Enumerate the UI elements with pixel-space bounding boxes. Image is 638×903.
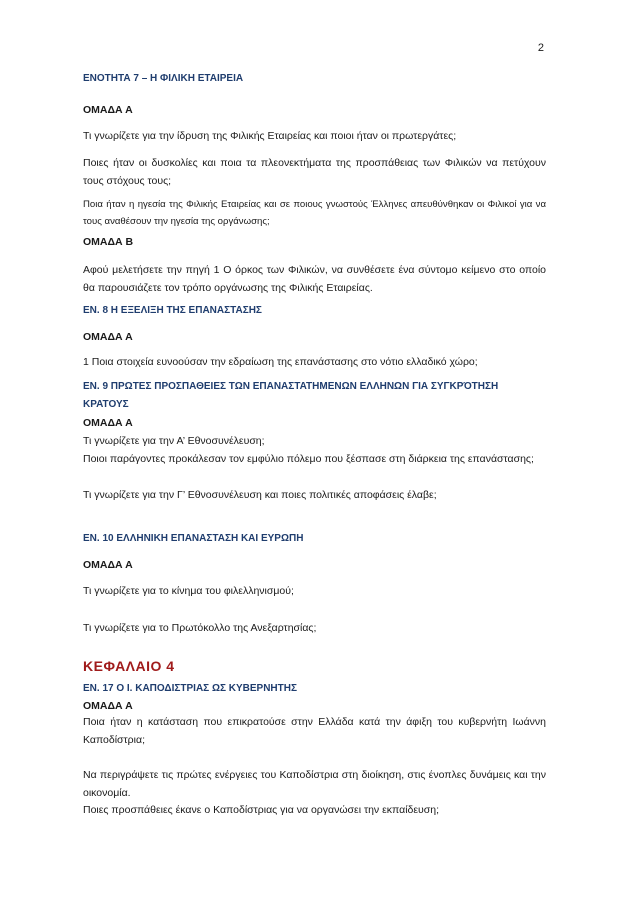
- question-text: Ποια ήταν η κατάσταση που επικρατούσε στην Ελλάδα κατά την άφιξη του κυβερνήτη Ιωάννη Καποδίστρια;: [83, 716, 546, 746]
- question-text: 1 Ποια στοιχεία ευνοούσαν την εδραίωση της επανάστασης στο νότιο ελλαδικό χώρο;: [83, 356, 478, 368]
- question-text: Τι γνωρίζετε για την ίδρυση της Φιλικής Εταιρείας και ποιοι ήταν οι πρωτεργάτες;: [83, 130, 457, 142]
- group-heading: ΟΜΑΔΑ Α: [83, 559, 133, 571]
- section-heading-en-10: ΕΝ. 10 ΕΛΛΗΝΙΚΗ ΕΠΑΝΑΣΤΑΣΗ ΚΑΙ ΕΥΡΩΠΗ: [83, 533, 304, 544]
- group-heading: ΟΜΑΔΑ Α: [83, 331, 133, 343]
- question-text: Ποιοι παράγοντες προκάλεσαν τον εμφύλιο πόλεμο που ξέσπασε στη διάρκεια της επανάστασης;: [83, 453, 534, 465]
- question-text: Ποιες ήταν οι δυσκολίες και ποια τα πλεονεκτήματα της προσπάθειας των Φιλικών να πετύχουν τους στόχους τους;: [83, 157, 546, 187]
- question-text: Ποιες προσπάθειες έκανε ο Καποδίστριας για να οργανώσει την εκπαίδευση;: [83, 804, 440, 816]
- question-text: Τι γνωρίζετε για το Πρωτόκολλο της Ανεξαρτησίας;: [83, 622, 317, 634]
- group-heading: ΟΜΑΔΑ Α: [83, 700, 133, 712]
- section-heading-en-17: ΕΝ. 17 Ο Ι. ΚΑΠΟΔΙΣΤΡΙΑΣ ΩΣ ΚΥΒΕΡΝΗΤΗΣ: [83, 683, 297, 694]
- section-heading-enotita-7: ΕΝΟΤΗΤΑ 7 – Η ΦΙΛΙΚΗ ΕΤΑΙΡΕΙΑ: [83, 73, 244, 84]
- question-text: Τι γνωρίζετε για την Γ’ Εθνοσυνέλευση και ποιες πολιτικές αποφάσεις έλαβε;: [83, 489, 437, 501]
- question-text: Να περιγράψετε τις πρώτες ενέργειες του Καποδίστρια στη διοίκηση, στις ένοπλες δυνάμεις και την οικονομία.: [83, 769, 546, 799]
- question-text: Τι γνωρίζετε για την Α’ Εθνοσυνέλευση;: [83, 435, 265, 447]
- group-heading: ΟΜΑΔΑ Β: [83, 236, 134, 248]
- page-number: 2: [537, 42, 544, 54]
- group-heading: ΟΜΑΔΑ Α: [83, 417, 133, 429]
- question-text: Τι γνωρίζετε για το κίνημα του φιλελληνισμού;: [83, 585, 294, 597]
- question-text: Αφού μελετήσετε την πηγή 1 Ο όρκος των Φιλικών, να συνθέσετε ένα σύντομο κείμενο στο οποίο θα παρουσιάζετε τον τρόπο οργάνωσης της Φιλικής Εταιρείας.: [83, 264, 546, 294]
- section-heading-en-9: ΕΝ. 9 ΠΡΩΤΕΣ ΠΡΟΣΠΑΘΕΙΕΣ ΤΩΝ ΕΠΑΝΑΣΤΑΤΗΜΕΝΩΝ ΕΛΛΗΝΩΝ ΓΙΑ ΣΥΓΚΡΌΤΗΣΗ ΚΡΑΤΟΥΣ: [83, 381, 499, 410]
- section-heading-en-8: ΕΝ. 8 Η ΕΞΕΛΙΞΗ ΤΗΣ ΕΠΑΝΑΣΤΑΣΗΣ: [83, 305, 262, 316]
- group-heading: ΟΜΑΔΑ Α: [83, 104, 133, 116]
- question-text: Ποια ήταν η ηγεσία της Φιλικής Εταιρείας και σε ποιους γνωστούς Έλληνες απευθύνθηκαν οι Φιλικοί για να τους αναθέσουν την ηγεσία της οργάνωσης;: [83, 199, 546, 227]
- chapter-heading: ΚΕΦΑΛΑΙΟ 4: [83, 658, 175, 674]
